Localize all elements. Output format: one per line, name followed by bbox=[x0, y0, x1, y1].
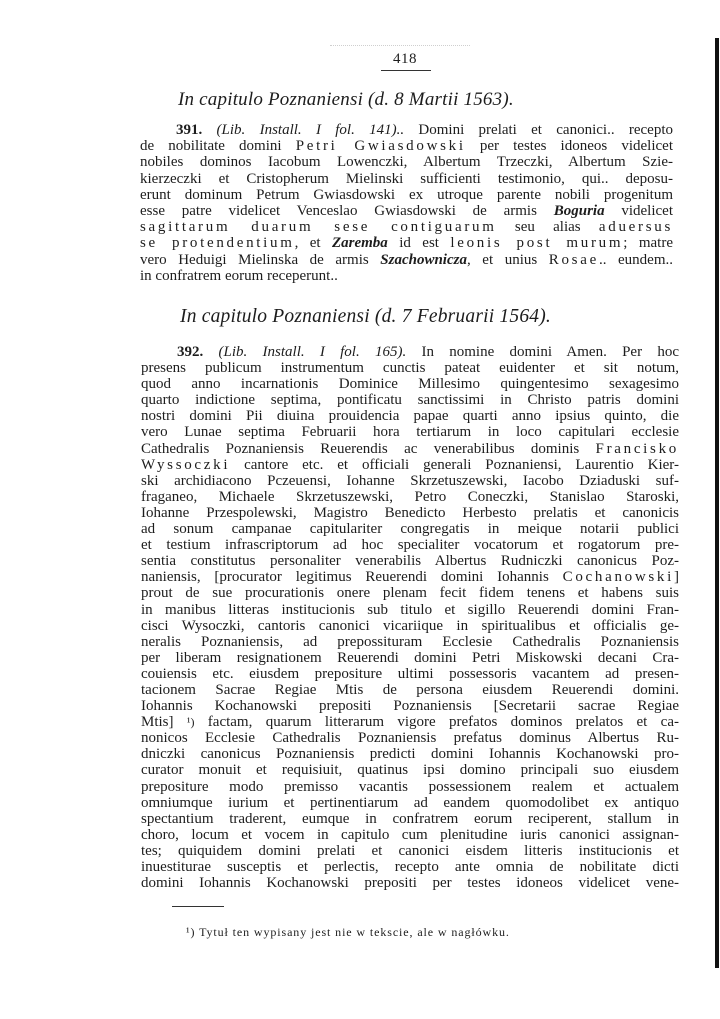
text-segment: In nomine domini Amen. Per hoc bbox=[406, 344, 679, 360]
text-line bbox=[140, 268, 673, 284]
text-segment: Domini prelati et canonici.. recepto bbox=[404, 122, 673, 138]
text-segment: domini Iohannis Kochanowski prepositi per testes idoneos videlicet vene- bbox=[141, 875, 679, 892]
entry-392 bbox=[141, 344, 679, 891]
text-line bbox=[140, 154, 673, 170]
text-line bbox=[141, 682, 679, 698]
text-line bbox=[141, 746, 679, 762]
text-segment: prepositure modo premisso vacantis possessionem realem et actualem bbox=[141, 778, 679, 795]
text-line bbox=[141, 714, 679, 730]
text-segment: cisci Wysoczki, cantoris canonici vicariique in spiritualibus et officialis ge- bbox=[141, 617, 679, 634]
text-line bbox=[141, 441, 679, 457]
text-segment: Iohanne Przespolewski, Magistro Benedicto Herbesto prelatis et canonicis bbox=[141, 504, 679, 521]
text-line bbox=[141, 408, 679, 424]
coat-of-arms-name: Szachownicza bbox=[380, 251, 467, 268]
text-line bbox=[141, 521, 679, 537]
text-line bbox=[141, 859, 679, 875]
text-line bbox=[141, 376, 679, 392]
text-segment: ] bbox=[674, 569, 679, 586]
text-segment: Iohannis Kochanowski prepositi Poznaniensis [Secretarii sacrae Regiae bbox=[141, 698, 679, 715]
text-segment: videlicet bbox=[604, 202, 673, 219]
text-segment: tes; quiquidem domini prelati et canonici eisdem litteris institucionis et bbox=[141, 842, 679, 859]
text-segment: nonicos Ecclesie Cathedralis Poznaniensis prefatus dominus Albertus Ru- bbox=[141, 730, 679, 747]
text-segment: in manibus litteras institucionis sub titulo et sigillo Reuerendi domini Fran- bbox=[141, 601, 679, 618]
spaced-emphasis: Petri Gwiasdowski bbox=[295, 138, 466, 155]
text-segment: vero Heduigi Mielinska de armis bbox=[140, 251, 381, 268]
scan-edge-shadow bbox=[715, 38, 719, 968]
text-segment: cantore etc. et officiali generali Poznaniensi, Laurentio Kier- bbox=[230, 456, 679, 473]
text-line bbox=[141, 602, 679, 618]
text-line bbox=[140, 252, 673, 268]
text-segment: ski archidiacono Pczeuensi, Iohanne Skrzetuszewski, Iacobo Dziaduski suf- bbox=[141, 472, 679, 489]
text-segment: Cathedralis Poznaniensis Reuerendis ac venerabilibus dominis bbox=[141, 440, 596, 457]
section-heading: In capitulo Poznaniensi (d. 7 Februarii 1564). bbox=[180, 306, 551, 327]
text-line bbox=[141, 634, 679, 650]
spaced-emphasis: leonis post murum bbox=[450, 235, 624, 252]
text-line bbox=[140, 138, 673, 154]
spaced-emphasis: Wyssoczki bbox=[141, 456, 231, 473]
text-line bbox=[141, 360, 679, 376]
text-line bbox=[141, 457, 679, 473]
text-line bbox=[141, 553, 679, 569]
text-segment: nobiles dominos Iacobum Lowenczki, Albertum Trzeczki, Albertum Szie- bbox=[140, 154, 673, 171]
page-number-rule bbox=[381, 70, 431, 71]
text-segment: de nobilitate domini bbox=[140, 138, 296, 155]
text-segment: ad sonum campanae capitulariter congregatis in meique notarii publici bbox=[141, 521, 679, 538]
text-segment: , et bbox=[294, 235, 332, 252]
text-segment: ; matre bbox=[623, 235, 673, 252]
text-segment: nostri domini Pii diuina prouidencia papae quarti anno ipsius quinto, die bbox=[141, 408, 679, 425]
text-segment: factam, quarum litterarum vigore prefatos dominos prelatos et ca- bbox=[194, 714, 679, 731]
text-line bbox=[140, 171, 673, 187]
spaced-emphasis: aduersus bbox=[598, 219, 673, 236]
entry-number: 392. bbox=[177, 344, 204, 360]
text-line bbox=[140, 122, 673, 138]
text-segment: curator monuit et requisiuit, quatinus ipsi domino principali suo eiusdem bbox=[141, 762, 679, 779]
text-line bbox=[141, 762, 679, 778]
text-line bbox=[141, 730, 679, 746]
text-segment: couiensis etc. eiusdem prepositure ultimi possessoris vacantem ad presen- bbox=[141, 665, 679, 682]
text-segment: choro, locum et vocem in capitulo cum plenitudine iuris canonici assignan- bbox=[141, 826, 679, 843]
text-segment: seu alias bbox=[496, 219, 599, 236]
source-citation: (Lib. Install. I fol. 165). bbox=[218, 344, 407, 360]
text-line bbox=[141, 795, 679, 811]
text-segment: prout de sue procurationis onere plenam fecit fidem tenens et habens suis bbox=[141, 585, 679, 602]
spaced-emphasis: se protendentium bbox=[140, 235, 295, 252]
text-line bbox=[141, 392, 679, 408]
text-line bbox=[141, 585, 679, 601]
entry-number: 391. bbox=[176, 122, 203, 138]
text-line bbox=[141, 569, 679, 585]
text-segment: et testium infrascriptorum ad hoc specialiter vocatorum et rogatorum pre- bbox=[141, 537, 679, 554]
text-line bbox=[141, 505, 679, 521]
footnote-text: Tytuł ten wypisany jest nie w tekscie, ale w nagłówku. bbox=[199, 925, 510, 939]
text-segment bbox=[202, 122, 216, 138]
text-segment: sentia constitutus personaliter venerabilis Albertus Rudniczki canonicus Poz- bbox=[141, 553, 679, 570]
text-segment: , et unius bbox=[466, 251, 549, 268]
spaced-emphasis: Rosae bbox=[548, 251, 599, 268]
text-line bbox=[141, 843, 679, 859]
section-heading: In capitulo Poznaniensi (d. 8 Martii 1563). bbox=[178, 89, 514, 110]
text-line bbox=[141, 666, 679, 682]
text-line bbox=[141, 827, 679, 843]
text-segment: in confratrem eorum receperunt.. bbox=[140, 267, 338, 284]
text-segment: tacionem Sacrae Regiae Mtis de persona eiusdem Reuerendi domini. bbox=[141, 681, 679, 698]
text-line bbox=[141, 489, 679, 505]
page-number: 418 bbox=[393, 51, 417, 67]
text-line bbox=[141, 779, 679, 795]
coat-of-arms-name: Zaremba bbox=[331, 235, 388, 252]
footnote bbox=[186, 925, 510, 940]
text-segment: per liberam resignationem Reuerendi domini Petri Miskowski decani Cra- bbox=[141, 649, 679, 666]
text-line bbox=[141, 650, 679, 666]
spaced-emphasis: sagittarum duarum sese contiguarum bbox=[140, 219, 497, 236]
text-segment: spectantium traderent, eumque in confratrem eorum reciperent, stallum in bbox=[141, 810, 679, 827]
footnote-marker: ¹) bbox=[186, 925, 196, 939]
spaced-emphasis: Cochanowski bbox=[562, 569, 674, 586]
scan-artifact bbox=[330, 45, 470, 46]
text-segment: vero Lunae septima Februarii hora tertiarum in loco capitulari ecclesie bbox=[141, 424, 679, 441]
entry-391 bbox=[140, 122, 673, 284]
text-segment: naniensis, [procurator legitimus Reuerendi domini Iohannis bbox=[141, 569, 563, 586]
text-line bbox=[141, 811, 679, 827]
spaced-emphasis: Francisko bbox=[595, 440, 679, 457]
text-line bbox=[141, 424, 679, 440]
text-line bbox=[141, 698, 679, 714]
text-line bbox=[141, 537, 679, 553]
text-segment: quarto indictione septima, pontificatu sanctissimi in Christo patris domini bbox=[141, 392, 679, 409]
text-line bbox=[141, 875, 679, 891]
coat-of-arms-name: Boguria bbox=[553, 202, 605, 219]
text-line bbox=[140, 235, 673, 251]
text-line bbox=[140, 187, 673, 203]
text-segment: Mtis] bbox=[141, 714, 187, 731]
text-segment: per testes idoneos videlicet bbox=[465, 138, 673, 155]
text-segment: omniumque iurium et pertinentiarum ad eandem quomodolibet ex antiquo bbox=[141, 794, 679, 811]
text-segment: presens publicum instrumentum cunctis pateat euidenter et sit notum, bbox=[141, 360, 679, 377]
text-line bbox=[141, 344, 679, 360]
text-segment: inuestiturae susceptis et perlectis, recepto ante omnia de nobilitate dicti bbox=[141, 859, 679, 875]
footnote-reference: ¹) bbox=[186, 715, 195, 730]
text-segment: id est bbox=[387, 235, 451, 252]
text-segment: quod anno incarnationis Dominice Millesimo quingentesimo sexagesimo bbox=[141, 376, 679, 393]
text-segment: erunt dominum Petrum Gwiasdowski ex utroque parente nobili progenitum bbox=[140, 186, 673, 203]
text-segment: neralis Poznaniensis, ad prepossituram Ecclesie Cathedralis Poznaniensis bbox=[141, 633, 679, 650]
text-segment: dniczki canonicus Poznaniensis predicti domini Iohannis Kochanowski pro- bbox=[141, 746, 679, 763]
text-line bbox=[141, 618, 679, 634]
text-line bbox=[141, 473, 679, 489]
source-citation: (Lib. Install. I fol. 141).. bbox=[216, 122, 405, 138]
text-segment: fraganeo, Michaele Skrzetuszewski, Petro Coneczki, Stanislao Staroski, bbox=[141, 488, 679, 505]
text-segment bbox=[203, 344, 218, 360]
text-segment: esse patre videlicet Venceslao Gwiasdowski de armis bbox=[140, 202, 554, 219]
text-line bbox=[140, 219, 673, 235]
text-segment: .. eundem.. bbox=[598, 251, 673, 268]
text-segment: kierzeczki et Cristopherum Mielinski sufficienti testimonio, qui.. deposu- bbox=[140, 170, 673, 187]
footnote-rule bbox=[172, 906, 224, 907]
text-line bbox=[140, 203, 673, 219]
